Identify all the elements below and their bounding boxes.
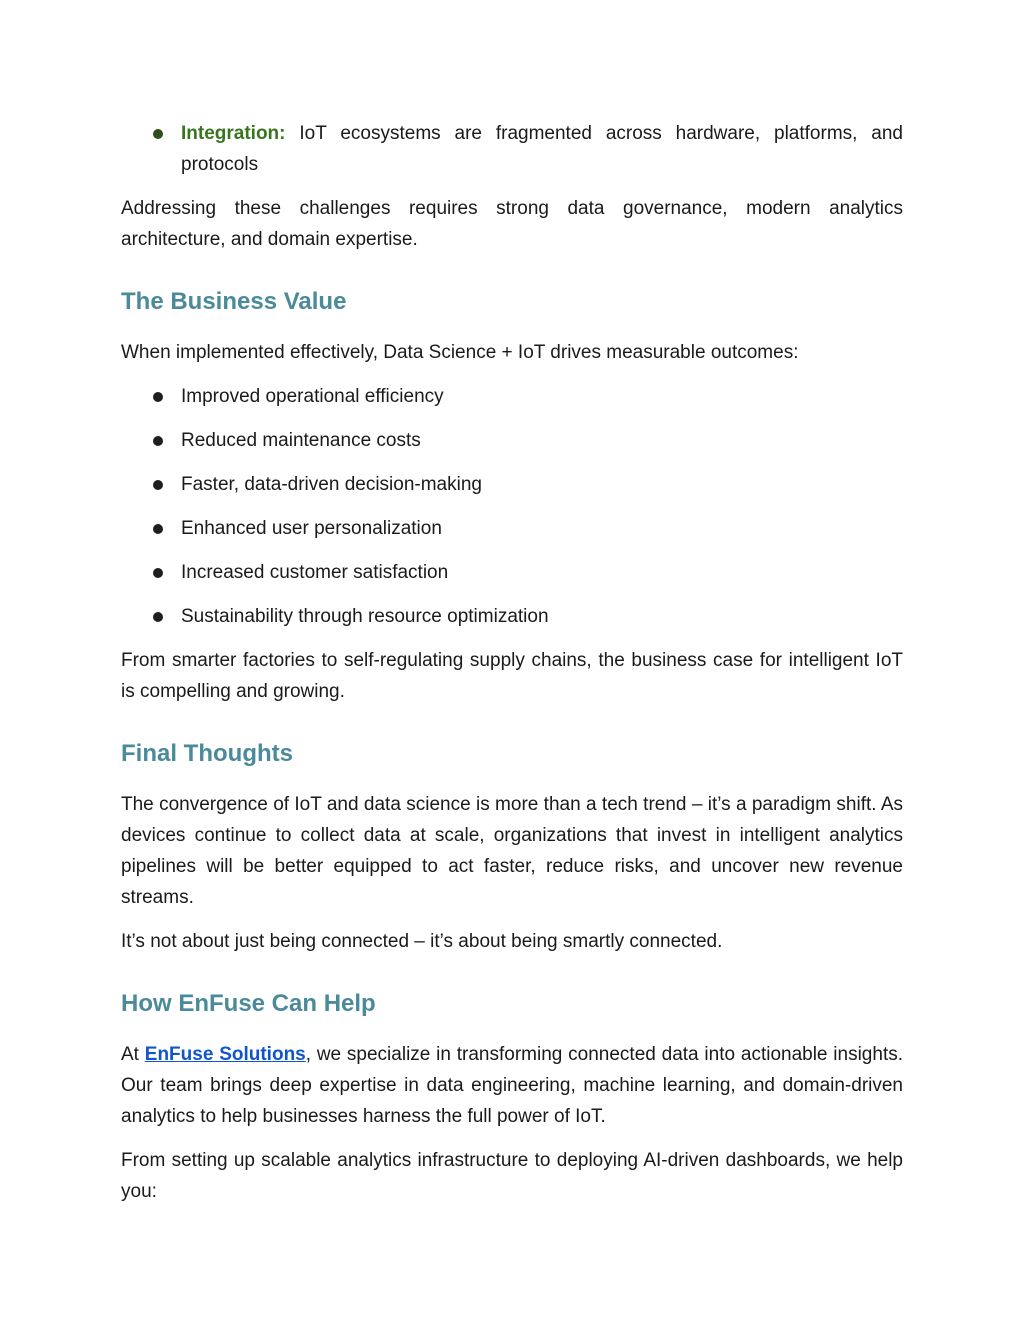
final-thoughts-closing: It’s not about just being connected – it’s about being smartly connected. bbox=[121, 931, 723, 952]
bullet-icon bbox=[153, 129, 163, 139]
bullet-icon bbox=[153, 612, 163, 622]
enfuse-help-heading: How EnFuse Can Help bbox=[121, 990, 376, 1017]
list-item bbox=[121, 118, 903, 180]
business-value-heading: The Business Value bbox=[121, 288, 347, 315]
list-item bbox=[121, 557, 903, 588]
business-value-intro: When implemented effectively, Data Science + IoT drives measurable outcomes: bbox=[121, 342, 799, 363]
enfuse-prefix: At bbox=[121, 1044, 145, 1065]
list-item bbox=[121, 601, 903, 632]
bullet-icon bbox=[153, 436, 163, 446]
final-thoughts-paragraph: The convergence of IoT and data science is more than a tech trend – it’s a paradigm shift. As devices continue to collect data at scale, organizations that invest in intelligent analytics pipelines will be better equipped to act faster, reduce risks, and uncover new revenue streams. bbox=[121, 794, 903, 908]
list-item bbox=[121, 381, 903, 412]
challenges-outro: Addressing these challenges requires strong data governance, modern analytics architecture, and domain expertise. bbox=[121, 198, 903, 250]
list-item bbox=[121, 425, 903, 456]
enfuse-solutions-link[interactable]: EnFuse Solutions bbox=[144, 1044, 306, 1065]
bullet-icon bbox=[153, 392, 163, 402]
list-item-text: Increased customer satisfaction bbox=[181, 562, 449, 583]
integration-label: Integration: bbox=[181, 123, 286, 144]
final-thoughts-heading: Final Thoughts bbox=[121, 740, 293, 767]
list-item bbox=[121, 513, 903, 544]
integration-text: IoT ecosystems are fragmented across hardware, platforms, and protocols bbox=[181, 123, 903, 175]
enfuse-paragraph-rest: , we specialize in transforming connected data into actionable insights. Our team brings deep expertise in data engineering, machine learning, and domain-driven analytics to help businesses harness the full power of IoT. bbox=[121, 1044, 903, 1127]
list-item-text: Enhanced user personalization bbox=[181, 518, 442, 539]
enfuse-help-closing: From setting up scalable analytics infrastructure to deploying AI-driven dashboards, we help you: bbox=[121, 1150, 903, 1202]
challenges-list bbox=[121, 118, 903, 180]
list-item-text: Faster, data-driven decision-making bbox=[181, 474, 482, 495]
list-item-text: Reduced maintenance costs bbox=[181, 430, 421, 451]
list-item-text: Improved operational efficiency bbox=[181, 386, 444, 407]
bullet-icon bbox=[153, 524, 163, 534]
list-item bbox=[121, 469, 903, 500]
bullet-icon bbox=[153, 568, 163, 578]
business-value-list bbox=[121, 381, 903, 632]
list-item-text: Sustainability through resource optimization bbox=[181, 606, 549, 627]
bullet-icon bbox=[153, 480, 163, 490]
enfuse-help-paragraph bbox=[121, 1039, 903, 1132]
document-page bbox=[121, 118, 903, 1207]
business-value-outro: From smarter factories to self-regulating supply chains, the business case for intelligent IoT is compelling and growing. bbox=[121, 650, 903, 702]
